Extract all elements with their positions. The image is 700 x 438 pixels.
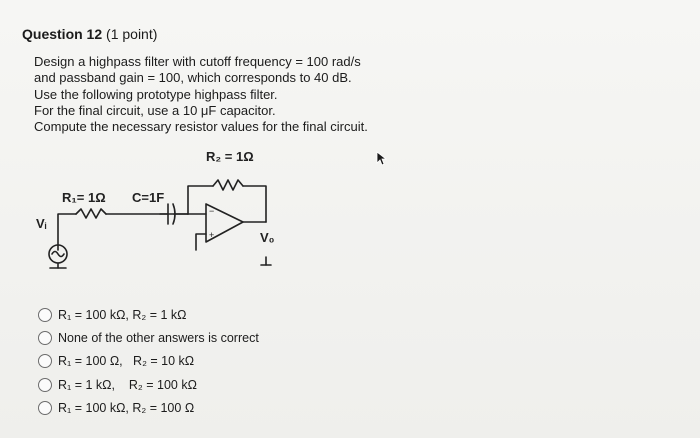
answer-label: R₁ = 100 Ω, R₂ = 10 kΩ — [58, 354, 195, 369]
radio-button[interactable] — [38, 401, 52, 415]
radio-button[interactable] — [38, 354, 52, 368]
radio-button[interactable] — [38, 378, 52, 392]
answer-options — [38, 303, 259, 420]
radio-button[interactable] — [38, 331, 52, 345]
question-points: (1 point) — [106, 26, 158, 42]
prompt-line: and passband gain = 100, which corresponds to 40 dB. — [34, 70, 352, 86]
prompt-line: Use the following prototype highpass filter. — [34, 86, 278, 102]
inverting-input-sign: − — [209, 206, 215, 216]
question-prompt — [34, 54, 368, 135]
question-heading — [22, 26, 157, 42]
prototype-highpass-circuit — [28, 152, 288, 277]
noninverting-input-sign: + — [209, 230, 215, 240]
radio-button[interactable] — [38, 308, 52, 322]
answer-option-3[interactable] — [38, 350, 259, 373]
answer-option-1[interactable] — [38, 303, 259, 326]
answer-label: R₁ = 100 kΩ, R₂ = 1 kΩ — [58, 307, 187, 322]
answer-label: R₁ = 1 kΩ, R₂ = 100 kΩ — [58, 377, 197, 392]
prompt-line: For the final circuit, use a 10 μF capacitor. — [34, 102, 276, 118]
prompt-line: Compute the necessary resistor values for the final circuit. — [34, 119, 368, 135]
mouse-cursor-icon — [376, 151, 388, 167]
vo-label: V₀ — [260, 230, 275, 245]
question-title: Question 12 — [22, 26, 103, 42]
r1-label: R₁= 1Ω — [62, 190, 106, 205]
vi-label: Vᵢ — [36, 216, 47, 231]
r2-label: R₂ = 1Ω — [206, 152, 254, 164]
answer-label: R₁ = 100 kΩ, R₂ = 100 Ω — [58, 401, 195, 416]
prompt-line: Design a highpass filter with cutoff frequency = 100 rad/s — [34, 54, 361, 69]
capacitor-label: C=1F — [132, 190, 165, 205]
answer-label: None of the other answers is correct — [58, 331, 259, 346]
answer-option-2[interactable] — [38, 326, 259, 349]
answer-option-5[interactable] — [38, 397, 259, 420]
answer-option-4[interactable] — [38, 373, 259, 396]
